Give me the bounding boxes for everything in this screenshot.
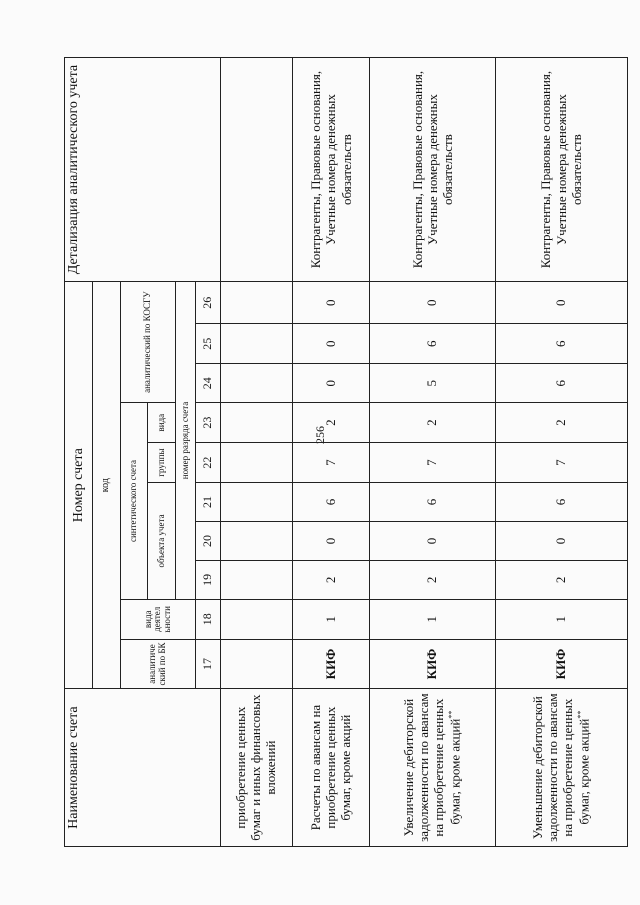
cell-digit-25: 6 (495, 324, 627, 364)
table-row (221, 58, 293, 847)
cell-activity-type: 1 (370, 599, 495, 639)
row-account-name (370, 689, 495, 847)
cell-digit-21: 6 (370, 483, 495, 522)
header-account-number: Номер счета (65, 282, 93, 689)
header-account-name: Наименование счета (65, 689, 221, 847)
digit-24: 24 (196, 364, 221, 403)
cell-digit-25: 6 (370, 324, 495, 364)
cell-digit-24 (221, 364, 293, 403)
cell-digit-24: 6 (495, 364, 627, 403)
cell-digit-24: 0 (292, 364, 369, 403)
row-account-name: приобретение ценных бумаг и иных финансовых вложений (221, 689, 293, 847)
digit-17: 17 (196, 639, 221, 688)
cell-activity-type (221, 599, 293, 639)
cell-digit-24: 5 (370, 364, 495, 403)
header-group: группы (148, 443, 175, 483)
header-detail: Детализация аналитического учета (65, 58, 221, 282)
cell-digit-21: 6 (495, 483, 627, 522)
digit-19: 19 (196, 560, 221, 599)
cell-digit-20: 0 (495, 522, 627, 561)
header-code: код (93, 282, 120, 689)
cell-analytic-bk: КИФ (292, 639, 369, 688)
row-account-name-text: Увеличение дебиторской задолженности по авансам на приобретение ценных бумаг, кроме акций (401, 693, 463, 842)
cell-digit-20: 0 (292, 522, 369, 561)
cell-digit-20 (221, 522, 293, 561)
header-kind: вида (148, 403, 175, 443)
digit-22: 22 (196, 443, 221, 483)
header-analytic-bk: аналитиче ский по БК (120, 639, 195, 688)
cell-analytic-bk: КИФ (370, 639, 495, 688)
cell-analytic-bk (221, 639, 293, 688)
cell-digit-23: 2 (495, 403, 627, 443)
row-detail: Контрагенты, Правовые основания, Учетные номера денежных обязательств (370, 58, 495, 282)
row-detail: Контрагенты, Правовые основания, Учетные номера денежных обязательств (495, 58, 627, 282)
cell-digit-22: 7 (495, 443, 627, 483)
cell-digit-22: 7 (370, 443, 495, 483)
cell-digit-26: 0 (495, 282, 627, 324)
footnote-mark: ** (575, 710, 585, 719)
cell-digit-19: 2 (292, 560, 369, 599)
cell-digit-22: 7 (292, 443, 369, 483)
table-row (495, 58, 627, 847)
row-account-name-text: Уменьшение дебиторской задолженности по авансам на приобретение ценных бумаг, кроме акций (529, 693, 591, 842)
cell-digit-26 (221, 282, 293, 324)
cell-digit-23: 2 (292, 403, 369, 443)
footnote-mark: ** (446, 710, 456, 719)
cell-digit-19: 2 (495, 560, 627, 599)
digit-26: 26 (196, 282, 221, 324)
digit-20: 20 (196, 522, 221, 561)
row-account-name: Расчеты по авансам на приобретение ценных бумаг, кроме акций (292, 689, 369, 847)
cell-digit-21: 6 (292, 483, 369, 522)
cell-digit-26: 0 (292, 282, 369, 324)
cell-digit-23 (221, 403, 293, 443)
digit-23: 23 (196, 403, 221, 443)
cell-digit-23: 2 (370, 403, 495, 443)
row-account-name (495, 689, 627, 847)
cell-analytic-bk: КИФ (495, 639, 627, 688)
cell-digit-20: 0 (370, 522, 495, 561)
row-detail (221, 58, 293, 282)
cell-digit-22 (221, 443, 293, 483)
table-row (370, 58, 495, 847)
header-analytic-kosgu: аналитический по КОСГУ (120, 282, 175, 403)
header-synthetic: синтетического счета (120, 403, 147, 600)
header-activity-type: вида деятел ьности (120, 599, 195, 639)
table-row (292, 58, 369, 847)
cell-digit-19 (221, 560, 293, 599)
row-detail: Контрагенты, Правовые основания, Учетные номера денежных обязательств (292, 58, 369, 282)
cell-digit-19: 2 (370, 560, 495, 599)
digit-25: 25 (196, 324, 221, 364)
cell-digit-26: 0 (370, 282, 495, 324)
cell-digit-25 (221, 324, 293, 364)
cell-digit-21 (221, 483, 293, 522)
accounts-table (64, 57, 628, 847)
page-number: 256 (313, 426, 327, 444)
cell-activity-type: 1 (495, 599, 627, 639)
digit-21: 21 (196, 483, 221, 522)
cell-activity-type: 1 (292, 599, 369, 639)
header-digit-number: номер разряда счета (175, 282, 196, 600)
header-account-object: объекта учета (148, 483, 175, 600)
rotated-table-container (64, 57, 628, 847)
cell-digit-25: 0 (292, 324, 369, 364)
digit-18: 18 (196, 599, 221, 639)
